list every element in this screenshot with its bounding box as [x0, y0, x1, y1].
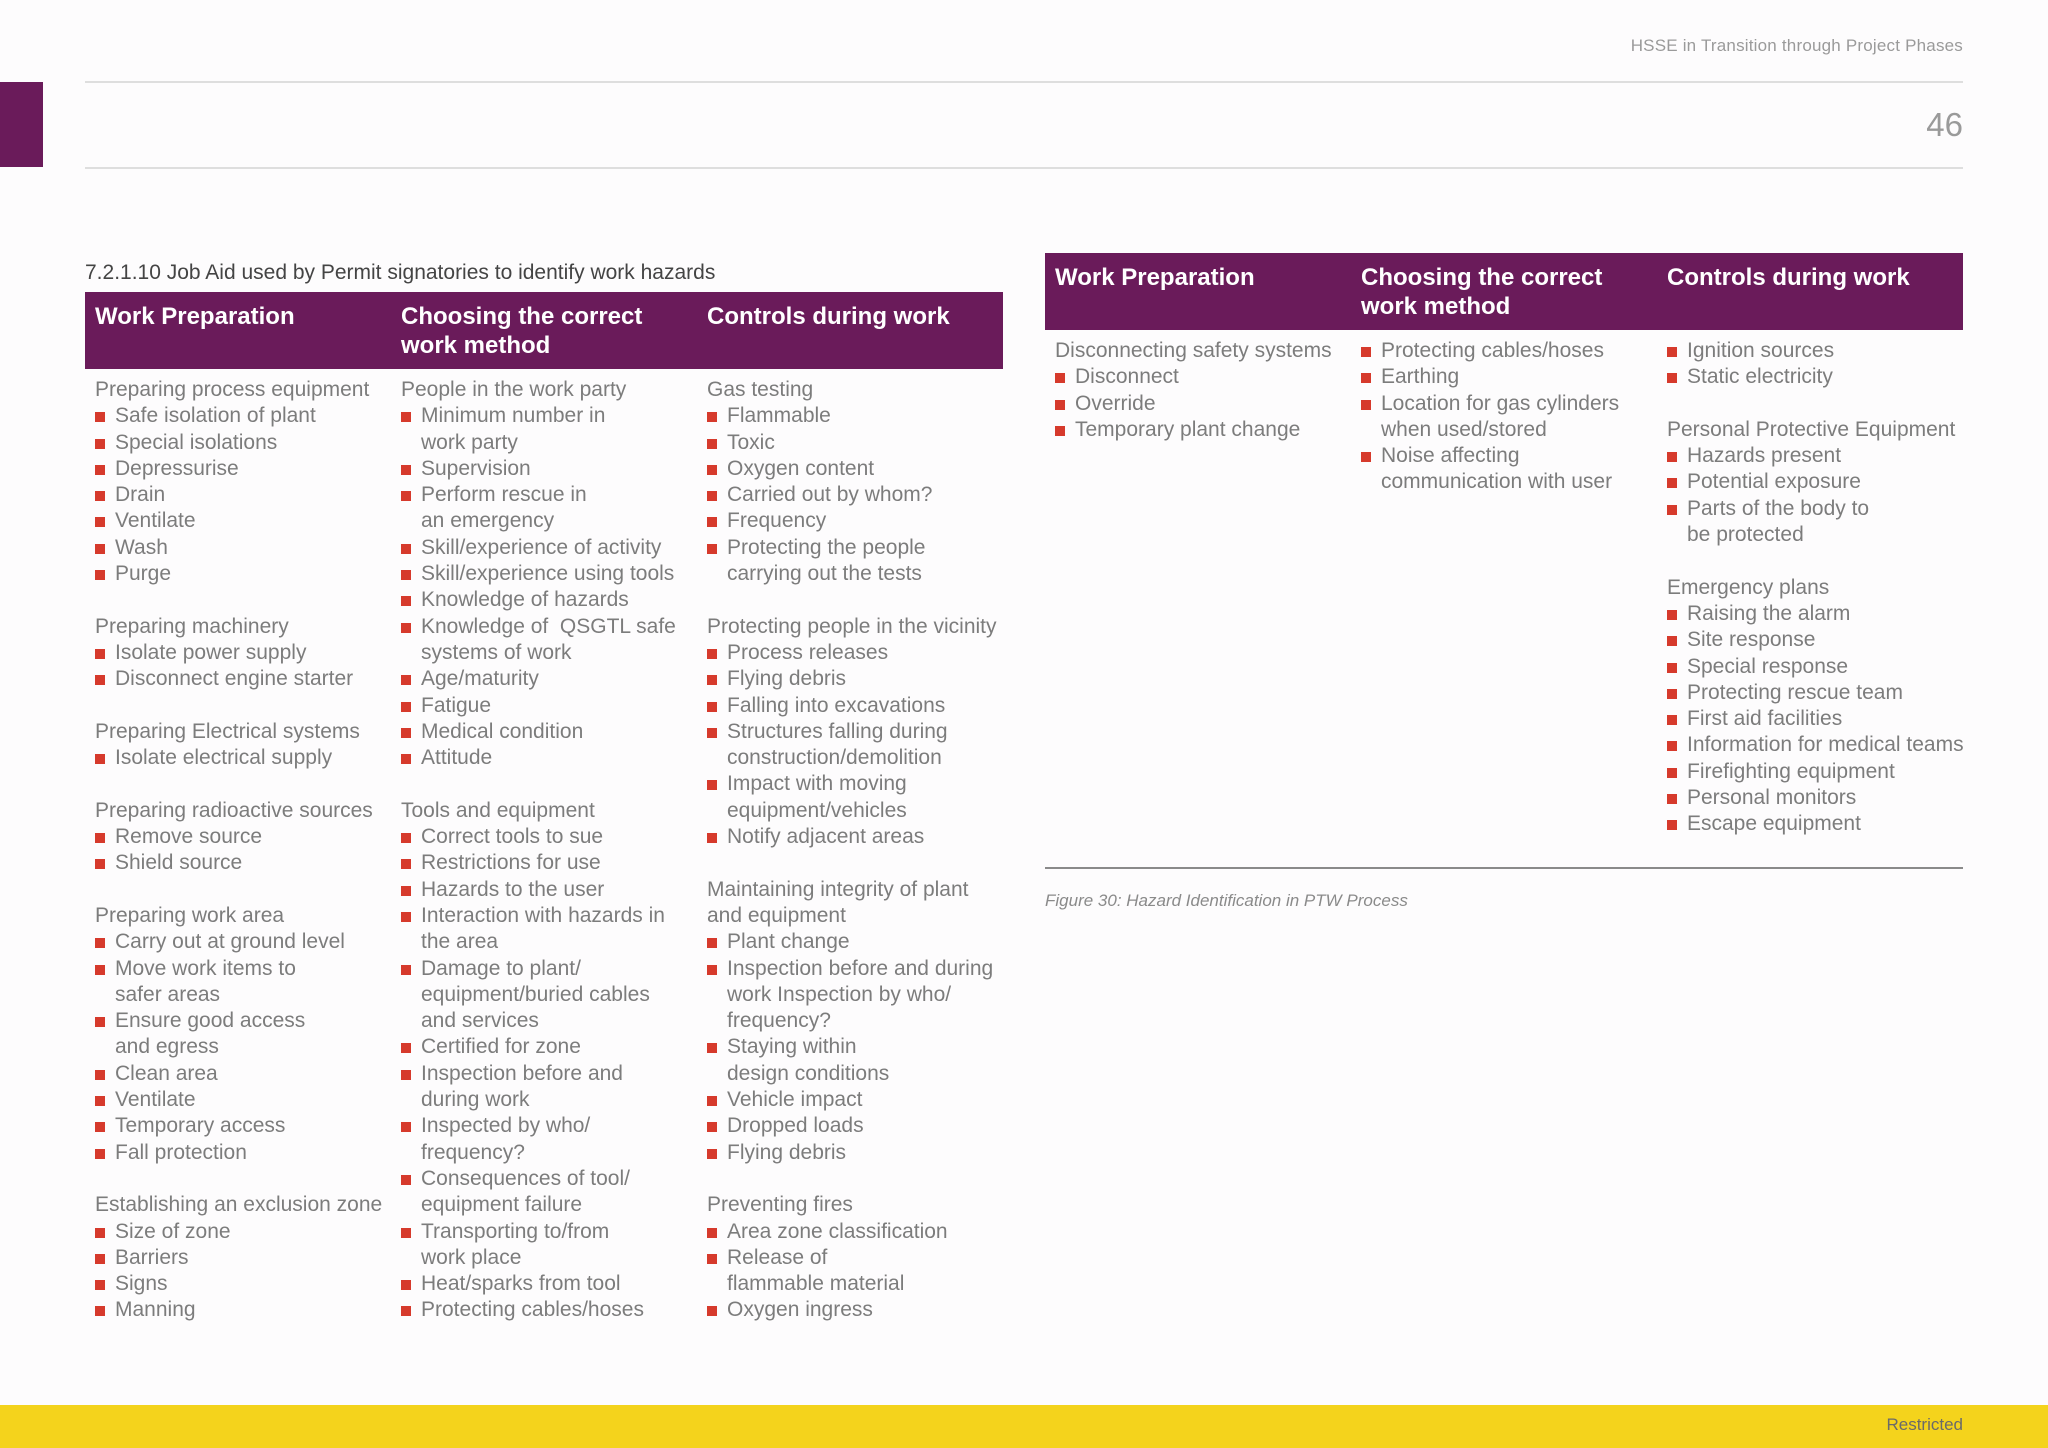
list-item: Signs — [95, 1271, 391, 1297]
job-aid-table-left — [85, 292, 1003, 1324]
list-item: Manning — [95, 1297, 391, 1323]
header-rule-bottom — [85, 167, 1963, 169]
list-item: Firefighting equipment — [1667, 759, 1963, 785]
list-item: Personal monitors — [1667, 785, 1963, 811]
list-item: Certified for zone — [401, 1034, 697, 1060]
group-title: Preparing work area — [95, 903, 285, 927]
bullet-list — [1667, 443, 1963, 548]
list-item: Potential exposure — [1667, 469, 1963, 495]
bullet-list — [95, 403, 391, 587]
hazard-group — [707, 377, 1003, 587]
list-item: Noise affecting communication with user — [1361, 443, 1657, 496]
list-item: Consequences of tool/ equipment failure — [401, 1166, 697, 1219]
list-item: Oxygen content — [707, 456, 1003, 482]
group-title: Preparing radioactive sources — [95, 798, 373, 822]
group-title: Preparing machinery — [95, 614, 289, 638]
list-item: Ignition sources — [1667, 338, 1963, 364]
list-item: Correct tools to sue — [401, 824, 697, 850]
list-item: Temporary plant change — [1055, 417, 1351, 443]
list-item: Attitude — [401, 745, 697, 771]
list-item: Protecting cables/hoses — [1361, 338, 1657, 364]
list-item: Clean area — [95, 1061, 391, 1087]
list-item: Dropped loads — [707, 1113, 1003, 1139]
hazard-group — [707, 877, 1003, 1166]
classification-label: Restricted — [1886, 1415, 1963, 1434]
list-item: Information for medical teams — [1667, 732, 1963, 758]
list-item: Disconnect engine starter — [95, 666, 391, 692]
header-rule-top — [85, 81, 1963, 83]
hazard-group — [1667, 575, 1963, 838]
list-item: Remove source — [95, 824, 391, 850]
list-item: Hazards to the user — [401, 877, 697, 903]
table-column — [697, 377, 1003, 1324]
hazard-group — [1667, 338, 1963, 391]
list-item: Ventilate — [95, 1087, 391, 1113]
column-header: Work Preparation — [95, 303, 295, 330]
table-body — [85, 369, 1003, 1324]
table-column — [391, 377, 697, 1324]
hazard-group — [1361, 338, 1657, 496]
list-item: Size of zone — [95, 1219, 391, 1245]
bullet-list — [95, 929, 391, 1166]
list-item: Transporting to/from work place — [401, 1219, 697, 1272]
list-item: Toxic — [707, 430, 1003, 456]
list-item: Carried out by whom? — [707, 482, 1003, 508]
column-header: Work Preparation — [1055, 264, 1255, 291]
hazard-group — [95, 377, 391, 587]
list-item: Minimum number in work party — [401, 403, 697, 456]
list-item: Vehicle impact — [707, 1087, 1003, 1113]
list-item: Earthing — [1361, 364, 1657, 390]
list-item: Wash — [95, 535, 391, 561]
list-item: Move work items to safer areas — [95, 956, 391, 1009]
list-item: Static electricity — [1667, 364, 1963, 390]
bullet-list — [1361, 338, 1657, 496]
list-item: Inspection before and during work — [401, 1061, 697, 1114]
bullet-list — [95, 1219, 391, 1324]
column-header: Choosing the correct work method — [401, 303, 643, 359]
list-item: Supervision — [401, 456, 697, 482]
group-title: Preparing process equipment — [95, 378, 370, 401]
list-item: First aid facilities — [1667, 706, 1963, 732]
job-aid-table-right — [1045, 253, 1963, 838]
table-column — [85, 377, 391, 1324]
list-item: Drain — [95, 482, 391, 508]
group-title: Personal Protective Equipment — [1667, 417, 1956, 441]
list-item: Perform rescue in an emergency — [401, 482, 697, 535]
figure-rule — [1045, 867, 1963, 869]
list-item: Barriers — [95, 1245, 391, 1271]
list-item: Special response — [1667, 654, 1963, 680]
bullet-list — [401, 403, 697, 771]
list-item: Site response — [1667, 627, 1963, 653]
list-item: Protecting rescue team — [1667, 680, 1963, 706]
list-item: Flying debris — [707, 666, 1003, 692]
table-body — [1045, 330, 1963, 838]
hazard-group — [95, 903, 391, 1166]
list-item: Frequency — [707, 508, 1003, 534]
list-item: Parts of the body to be protected — [1667, 496, 1963, 549]
list-item: Fall protection — [95, 1140, 391, 1166]
list-item: Protecting cables/hoses — [401, 1297, 697, 1323]
bullet-list — [95, 640, 391, 693]
group-title: Protecting people in the vicinity — [707, 614, 997, 638]
list-item: Damage to plant/ equipment/buried cables and services — [401, 956, 697, 1035]
column-header: Choosing the correct work method — [1361, 264, 1603, 320]
list-item: Notify adjacent areas — [707, 824, 1003, 850]
table-column — [1045, 338, 1351, 838]
list-item: Protecting the people carrying out the tests — [707, 535, 1003, 588]
list-item: Fatigue — [401, 693, 697, 719]
list-item: Inspected by who/ frequency? — [401, 1113, 697, 1166]
page-number: 46 — [1926, 106, 1963, 143]
list-item: Plant change — [707, 929, 1003, 955]
bullet-list — [1667, 338, 1963, 391]
bullet-list — [707, 640, 1003, 850]
hazard-group — [95, 614, 391, 693]
hazard-group — [95, 719, 391, 772]
group-title: Preparing Electrical systems — [95, 719, 360, 743]
column-header: Controls during work — [1667, 264, 1910, 291]
group-title: Preventing fires — [707, 1193, 853, 1217]
list-item: Escape equipment — [1667, 811, 1963, 837]
group-title: People in the work party — [401, 378, 627, 401]
list-item: Shield source — [95, 850, 391, 876]
bullet-list — [1055, 364, 1351, 443]
table-header-row — [85, 292, 1003, 369]
side-tab-marker — [0, 82, 43, 167]
bullet-list — [95, 824, 391, 877]
bullet-list — [95, 745, 391, 771]
group-title: Emergency plans — [1667, 575, 1830, 599]
list-item: Safe isolation of plant — [95, 403, 391, 429]
list-item: Restrictions for use — [401, 850, 697, 876]
table-header-row — [1045, 253, 1963, 330]
list-item: Temporary access — [95, 1113, 391, 1139]
list-item: Interaction with hazards in the area — [401, 903, 697, 956]
list-item: Structures falling during construction/demolition — [707, 719, 1003, 772]
list-item: Purge — [95, 561, 391, 587]
list-item: Oxygen ingress — [707, 1297, 1003, 1323]
hazard-group — [707, 614, 1003, 851]
list-item: Ensure good access and egress — [95, 1008, 391, 1061]
bullet-list — [1667, 601, 1963, 838]
list-item: Staying within design conditions — [707, 1034, 1003, 1087]
group-title: Tools and equipment — [401, 798, 595, 822]
list-item: Falling into excavations — [707, 693, 1003, 719]
group-title: Disconnecting safety systems — [1055, 339, 1332, 362]
table-column — [1351, 338, 1657, 838]
list-item: Skill/experience using tools — [401, 561, 697, 587]
list-item: Raising the alarm — [1667, 601, 1963, 627]
list-item: Isolate electrical supply — [95, 745, 391, 771]
list-item: Medical condition — [401, 719, 697, 745]
group-title: Maintaining integrity of plant and equipment — [707, 877, 969, 927]
list-item: Carry out at ground level — [95, 929, 391, 955]
list-item: Area zone classification — [707, 1219, 1003, 1245]
list-item: Knowledge of QSGTL safe systems of work — [401, 614, 697, 667]
list-item: Process releases — [707, 640, 1003, 666]
bullet-list — [401, 824, 697, 1324]
figure-caption: Figure 30: Hazard Identification in PTW Process — [1045, 891, 1408, 910]
list-item: Override — [1055, 391, 1351, 417]
bullet-list — [707, 403, 1003, 587]
hazard-group — [95, 1192, 391, 1323]
hazard-group — [1667, 417, 1963, 548]
hazard-group — [95, 798, 391, 877]
list-item: Age/maturity — [401, 666, 697, 692]
list-item: Skill/experience of activity — [401, 535, 697, 561]
bullet-list — [707, 929, 1003, 1166]
section-title: 7.2.1.10 Job Aid used by Permit signatories to identify work hazards — [85, 261, 716, 284]
list-item: Impact with moving equipment/vehicles — [707, 771, 1003, 824]
group-title: Establishing an exclusion zone — [95, 1193, 383, 1217]
list-item: Release of flammable material — [707, 1245, 1003, 1298]
list-item: Special isolations — [95, 430, 391, 456]
list-item: Knowledge of hazards — [401, 587, 697, 613]
list-item: Heat/sparks from tool — [401, 1271, 697, 1297]
hazard-group — [401, 798, 697, 1324]
list-item: Ventilate — [95, 508, 391, 534]
table-column — [1657, 338, 1963, 838]
list-item: Hazards present — [1667, 443, 1963, 469]
document-title: HSSE in Transition through Project Phases — [1630, 36, 1963, 55]
hazard-group — [401, 377, 697, 771]
group-title: Gas testing — [707, 378, 814, 401]
bullet-list — [707, 1219, 1003, 1324]
footer-bar — [0, 1405, 2048, 1448]
list-item: Flying debris — [707, 1140, 1003, 1166]
hazard-group — [1055, 338, 1351, 443]
list-item: Inspection before and during work Inspection by who/ frequency? — [707, 956, 1003, 1035]
list-item: Flammable — [707, 403, 1003, 429]
list-item: Depressurise — [95, 456, 391, 482]
column-header: Controls during work — [707, 303, 950, 330]
list-item: Location for gas cylinders when used/stored — [1361, 391, 1657, 444]
list-item: Disconnect — [1055, 364, 1351, 390]
list-item: Isolate power supply — [95, 640, 391, 666]
hazard-group — [707, 1192, 1003, 1323]
